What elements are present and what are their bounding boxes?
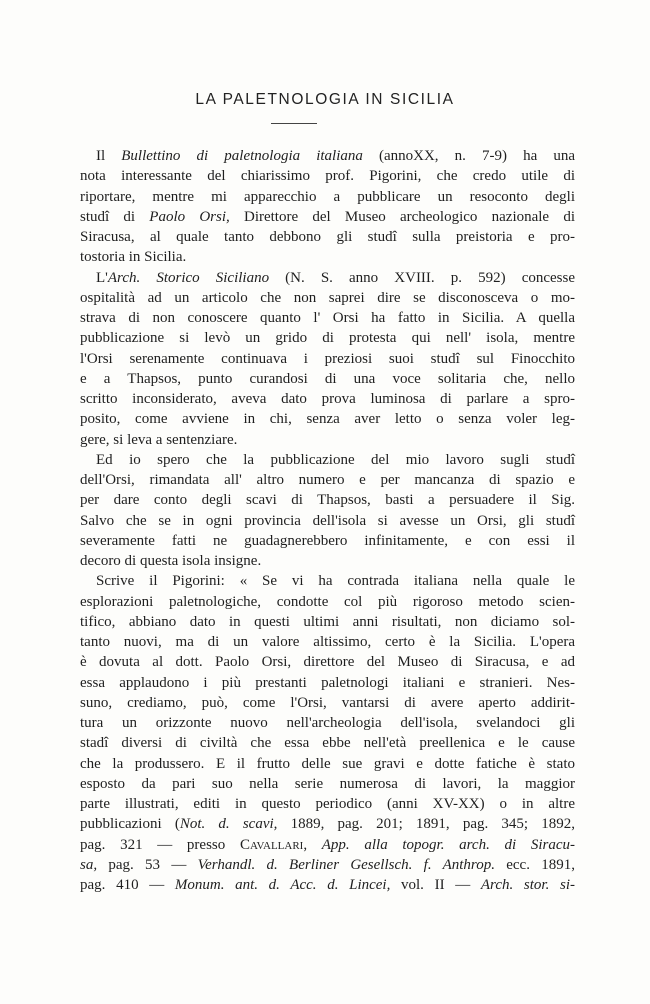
text-segment: è dovuta al dott. Paolo Orsi, direttore del Museo di Siracusa, e ad xyxy=(80,654,575,671)
text-line xyxy=(80,754,575,774)
text-segment: pag. 321 — presso xyxy=(80,836,240,853)
text-line xyxy=(80,855,575,875)
text-segment: L' xyxy=(96,269,108,286)
text-line xyxy=(80,733,575,753)
text-line xyxy=(80,531,575,551)
text-line xyxy=(80,288,575,308)
text-line xyxy=(80,247,575,267)
text-segment: essa applaudono i più prestanti paletnologi italiani e stranieri. Nes- xyxy=(80,674,575,691)
text-line xyxy=(80,207,575,227)
text-line xyxy=(80,490,575,510)
title-divider xyxy=(271,123,317,124)
text-line xyxy=(80,227,575,247)
text-segment: e a Thapsos, punto curandosi di una voce solitaria che, nello xyxy=(80,370,575,387)
text-segment: tostoria in Sicilia. xyxy=(80,249,187,266)
text-line xyxy=(80,389,575,409)
text-segment xyxy=(307,837,322,853)
text-segment: esplorazioni paletnologiche, condotte col più rigoroso metodo scien- xyxy=(80,593,575,610)
text-segment: Il xyxy=(96,148,122,164)
text-segment: studî di xyxy=(80,208,150,225)
text-segment: (N. S. anno XVIII. p. 592) concesse xyxy=(269,269,576,286)
page-title: LA PALETNOLOGIA IN SICILIA xyxy=(195,91,455,108)
text-segment: Direttore del Museo archeologico nazionale di xyxy=(229,208,575,225)
text-segment: posito, come avviene in chi, senza aver letto o senza voler leg- xyxy=(80,411,575,428)
text-line xyxy=(80,632,575,652)
text-line xyxy=(80,875,575,895)
text-segment: Bullettino di paletnologia italiana xyxy=(121,148,363,164)
text-segment: severamente fatti ne guadagnerebbero infinitamente, e con essi il xyxy=(80,532,575,549)
text-segment: Scrive il Pigorini: « Se vi ha contrada italiana nella quale le xyxy=(96,573,575,590)
text-line xyxy=(80,268,575,288)
text-line xyxy=(80,612,575,632)
text-segment: che la produssero. E il frutto delle sue gravi e dotte fatiche è stato xyxy=(80,755,575,772)
text-line xyxy=(80,409,575,429)
text-segment: ospitalità ad un articolo che non saprei dire se disconosceva o mo- xyxy=(80,289,575,306)
text-line xyxy=(80,652,575,672)
text-line xyxy=(80,551,575,571)
text-segment: l'Orsi serenamente continuava i preziosi suoi studî sul Finocchito xyxy=(80,350,575,367)
text-segment: gere, si leva a sentenziare. xyxy=(80,431,238,448)
text-line xyxy=(80,349,575,369)
text-segment: sa, xyxy=(80,856,98,873)
text-segment: App. alla topogr. arch. di Siracu- xyxy=(321,836,575,853)
text-segment: esposto da pari suo nella serie numerosa di lavori, la maggior xyxy=(80,775,575,792)
text-segment: riportare, mentre mi apparecchio a pubblicare un resoconto degli xyxy=(80,188,575,205)
text-segment: Verhandl. d. Berliner Gesellsch. f. Anthrop. xyxy=(197,856,495,873)
text-segment: Arch. stor. si- xyxy=(480,877,575,893)
text-segment: Paolo Orsi, xyxy=(149,208,230,225)
text-segment: ecc. 1891, xyxy=(494,856,575,873)
text-line xyxy=(80,713,575,733)
text-line xyxy=(80,369,575,389)
text-line xyxy=(80,470,575,490)
text-segment: dell'Orsi, rimandata all' altro numero e per mancanza di spazio e xyxy=(80,472,575,488)
text-segment: pubblicazioni ( xyxy=(80,816,180,833)
text-segment: Not. d. scavi, xyxy=(179,816,278,833)
text-line xyxy=(80,187,575,207)
text-line xyxy=(80,328,575,348)
text-line xyxy=(80,693,575,713)
text-segment: Ed io spero che la pubblicazione del mio lavoro sugli studî xyxy=(96,451,575,468)
text-segment: tifico, abbiano dato in questi ultimi anni risultati, non diciamo sol- xyxy=(80,613,575,630)
text-line xyxy=(80,794,575,814)
text-segment: Siracusa, al quale tanto debbono gli studî sulla preistoria e pro- xyxy=(80,229,575,245)
text-segment: Arch. Storico Siciliano xyxy=(107,269,270,286)
body-text xyxy=(80,146,575,895)
text-segment: (annoXX, n. 7-9) ha una xyxy=(362,148,576,164)
text-segment: decoro di questa isola insigne. xyxy=(80,553,262,569)
text-segment: Monum. ant. d. Acc. d. Lincei, xyxy=(174,877,391,893)
text-line xyxy=(80,450,575,470)
text-line xyxy=(80,814,575,834)
text-segment: nota interessante del chiarissimo prof. Pigorini, che credo utile di xyxy=(80,168,575,185)
text-segment: stadî diversi di civiltà che essa ebbe nell'età preellenica e le cause xyxy=(80,735,575,752)
text-segment: pag. 53 — xyxy=(97,856,198,873)
text-segment: tura un orizzonte nuovo nell'archeologia dell'isola, svelandoci gli xyxy=(80,715,575,731)
text-segment: scritto inconsiderato, aveva dato prova luminosa di parlare a spro- xyxy=(80,391,575,407)
text-line xyxy=(80,146,575,166)
text-line xyxy=(80,592,575,612)
text-segment: tanto nuovi, ma di un valore altissimo, certo è la Sicilia. L'opera xyxy=(80,634,575,650)
text-segment: parte illustrati, editi in questo periodico (anni XV-XX) o in altre xyxy=(80,796,575,812)
text-line xyxy=(80,835,575,855)
text-segment: strava di non conoscere quanto l' Orsi ha fatto in Sicilia. A quella xyxy=(80,310,575,326)
text-line xyxy=(80,571,575,591)
text-segment: 1889, pag. 201; 1891, pag. 345; 1892, xyxy=(277,816,575,833)
text-segment: Salvo che se in ogni provincia dell'isola si avesse un Orsi, gli studî xyxy=(80,512,575,529)
text-segment: vol. II — xyxy=(390,877,481,893)
text-line xyxy=(80,308,575,328)
text-line xyxy=(80,673,575,693)
text-line xyxy=(80,511,575,531)
text-line xyxy=(80,774,575,794)
text-segment: pubblicazione si levò un grido di protesta qui nell' isola, mentre xyxy=(80,330,575,347)
text-line xyxy=(80,166,575,186)
text-segment: per dare conto degli scavi di Thapsos, basti a persuadere il Sig. xyxy=(80,492,575,509)
text-segment: Cavallari, xyxy=(239,836,308,853)
text-line xyxy=(80,430,575,450)
text-segment: pag. 410 — xyxy=(80,877,175,893)
text-segment: suno, crediamo, può, come l'Orsi, vantarsi di avere aperto addirit- xyxy=(80,694,575,711)
